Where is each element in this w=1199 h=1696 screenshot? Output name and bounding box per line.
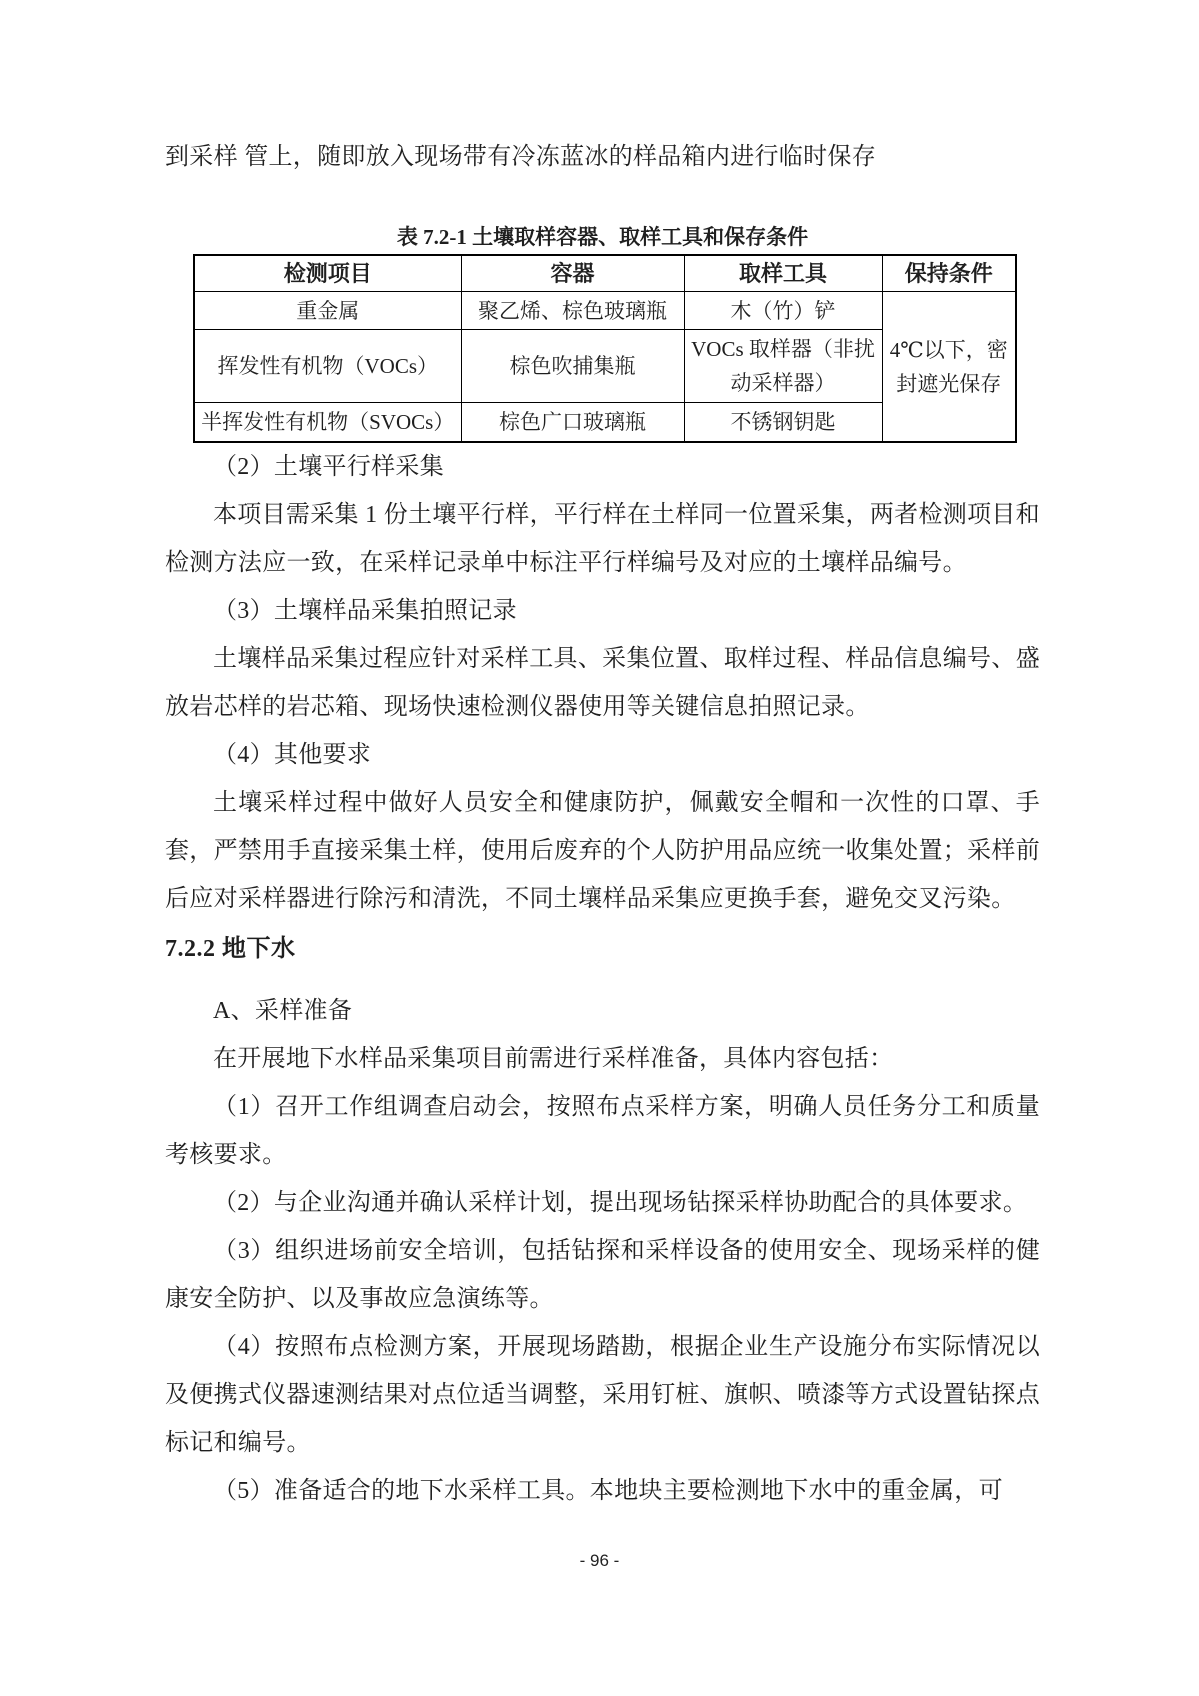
paragraph: （4）按照布点检测方案，开展现场踏勘，根据企业生产设施分布实际情况以及便携式仪器速测结果对点位适当调整，采用钉桩、旗帜、喷漆等方式设置钻探点标记和编号。 — [165, 1334, 1040, 1456]
table-header-cell: 取样工具 — [684, 255, 882, 292]
paragraph: 本项目需采集 1 份土壤平行样，平行样在土样同一位置采集，两者检测项目和检测方法应一致，在采样记录单中标注平行样编号及对应的土壤样品编号。 — [165, 502, 1040, 576]
table-header-cell: 检测项目 — [194, 255, 461, 292]
paragraph: （3）组织进场前安全培训，包括钻探和采样设备的使用安全、现场采样的健康安全防护、以及事故应急演练等。 — [165, 1238, 1040, 1312]
table-cell: 木（竹）铲 — [684, 292, 882, 330]
paragraph: （4）其他要求 — [213, 742, 372, 768]
paragraph: 在开展地下水样品采集项目前需进行采样准备，具体内容包括： — [213, 1046, 894, 1072]
paragraph: （2）与企业沟通并确认采样计划，提出现场钻探采样协助配合的具体要求。 — [213, 1190, 1028, 1216]
table-cell: 聚乙烯、棕色玻璃瓶 — [461, 292, 684, 330]
table-cell: 重金属 — [194, 292, 461, 330]
table-cell: 不锈钢钥匙 — [684, 403, 882, 443]
table-cell: VOCs 取样器（非扰动采样器） — [684, 330, 882, 403]
sampling-table — [193, 254, 1017, 443]
table-header-cell: 容器 — [461, 255, 684, 292]
paragraph: （5）准备适合的地下水采样工具。本地块主要检测地下水中的重金属，可 — [213, 1478, 1003, 1504]
table-header-cell: 保持条件 — [882, 255, 1016, 292]
paragraph: （1）召开工作组调查启动会，按照布点采样方案，明确人员任务分工和质量考核要求。 — [165, 1094, 1040, 1168]
table-cell-preserve-condition: 4℃以下，密封遮光保存 — [882, 292, 1016, 443]
table-row — [194, 292, 1016, 330]
paragraph: 到采样 管上，随即放入现场带有冷冻蓝冰的样品箱内进行临时保存 — [165, 144, 876, 170]
table-header-row — [194, 255, 1016, 292]
section-heading: 7.2.2 地下水 — [165, 936, 296, 962]
paragraph: （2）土壤平行样采集 — [213, 454, 444, 480]
page-number: - 96 - — [579, 1551, 620, 1570]
table-cell: 棕色吹捕集瓶 — [461, 330, 684, 403]
page-content — [165, 0, 1040, 1515]
paragraph: A、采样准备 — [213, 998, 353, 1024]
paragraph: 土壤样品采集过程应针对采样工具、采集位置、取样过程、样品信息编号、盛放岩芯样的岩芯箱、现场快速检测仪器使用等关键信息拍照记录。 — [165, 646, 1040, 720]
paragraph: （3）土壤样品采集拍照记录 — [213, 598, 517, 624]
table-caption: 表 7.2-1 土壤取样容器、取样工具和保存条件 — [396, 225, 809, 249]
table-cell: 棕色广口玻璃瓶 — [461, 403, 684, 443]
table-cell: 半挥发性有机物（SVOCs） — [194, 403, 461, 443]
paragraph: 土壤采样过程中做好人员安全和健康防护，佩戴安全帽和一次性的口罩、手套，严禁用手直接采集土样，使用后废弃的个人防护用品应统一收集处置；采样前后应对采样器进行除污和清洗，不同土壤样品采集应更换手套，避免交叉污染。 — [165, 790, 1040, 912]
table-cell: 挥发性有机物（VOCs） — [194, 330, 461, 403]
